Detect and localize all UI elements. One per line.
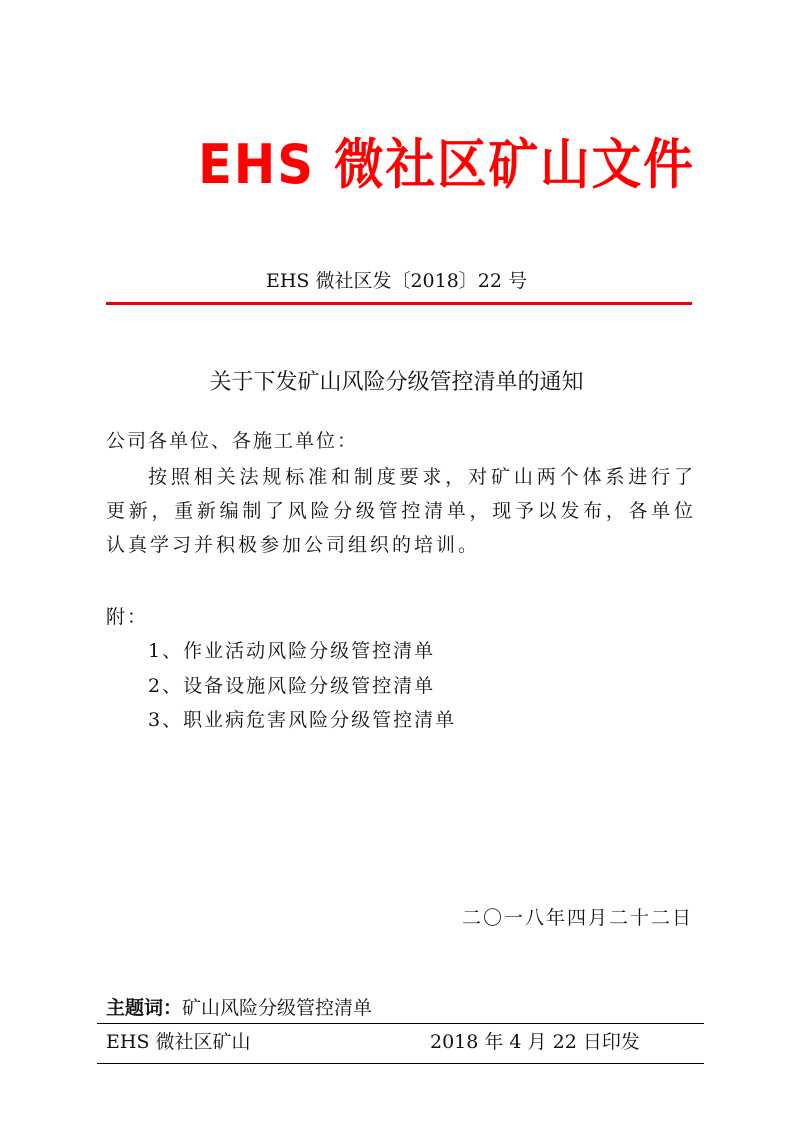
masthead: EHS 微社区矿山文件 — [198, 133, 695, 196]
notice-title: 关于下发矿山风险分级管控清单的通知 — [209, 370, 584, 395]
keywords-value: 矿山风险分级管控清单 — [182, 997, 373, 1019]
divider — [97, 1063, 704, 1064]
body-paragraph: 按照相关法规标准和制度要求，对矿山两个体系进行了更新，重新编制了风险分级管控清单，现予以发布，各单位认真学习并积极参加公司组织的培训。 — [106, 466, 696, 556]
issue-date: 二〇一八年四月二十二日 — [461, 907, 693, 929]
attachment-item: 2、设备设施风险分级管控清单 — [148, 675, 436, 697]
attachment-item: 3、职业病危害风险分级管控清单 — [148, 709, 457, 731]
salutation: 公司各单位、各施工单位： — [106, 430, 359, 452]
attachments-label: 附： — [106, 606, 149, 628]
red-divider — [106, 302, 692, 305]
document-number: EHS 微社区发〔2018〕22 号 — [265, 270, 528, 292]
keywords-label: 主题词： — [106, 997, 183, 1019]
divider — [97, 1023, 704, 1024]
printer: EHS 微社区矿山 — [106, 1031, 251, 1053]
print-date: 2018 年 4 月 22 日印发 — [430, 1031, 640, 1053]
attachment-item: 1、作业活动风险分级管控清单 — [148, 640, 436, 662]
keywords — [106, 993, 372, 1020]
